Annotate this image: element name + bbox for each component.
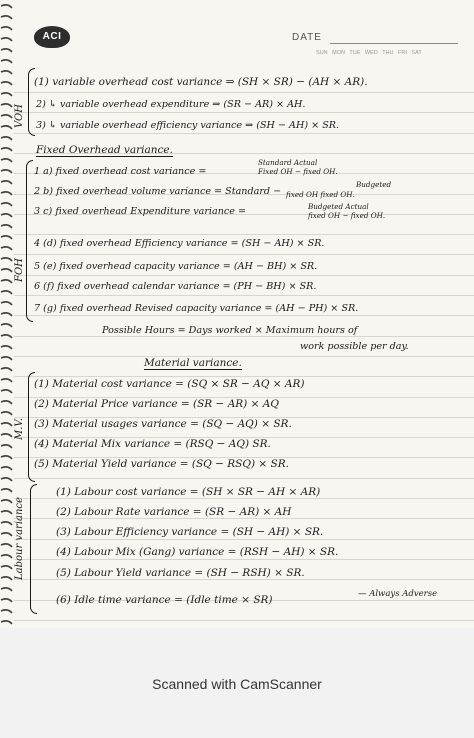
labour-label: Labour variance	[14, 497, 25, 580]
foh-line-4: 4 (d) fixed overhead Efficiency variance = (SH − AH) × SR.	[34, 238, 325, 249]
foh-brace	[26, 160, 33, 322]
ruled-line	[14, 315, 474, 316]
spiral-ring	[1, 368, 12, 371]
spiral-ring	[1, 269, 12, 272]
spiral-ring	[1, 247, 12, 250]
scanner-watermark: Scanned with CamScanner	[152, 676, 322, 692]
ruled-line	[14, 478, 474, 479]
spiral-ring	[1, 192, 12, 195]
voh-line-3: 3) ↳ variable overhead efficiency variance ⇒ (SH − AH) × SR.	[36, 120, 340, 131]
spiral-ring	[1, 71, 12, 74]
spiral-ring	[1, 434, 12, 437]
spiral-ring	[1, 291, 12, 294]
material-line-2: (2) Material Price variance = (SR − AR) × AQ	[34, 398, 279, 410]
spiral-ring	[1, 115, 12, 118]
scanner-footer	[0, 628, 474, 738]
spiral-ring	[1, 148, 12, 151]
mv-label: M.V.	[14, 417, 25, 440]
foh-line-3: 3 c) fixed overhead Expenditure variance =	[34, 206, 247, 217]
ruled-line	[14, 518, 474, 519]
ruled-line	[14, 295, 474, 296]
spiral-ring	[1, 379, 12, 382]
voh-label: VOH	[14, 104, 25, 128]
spiral-ring	[1, 60, 12, 63]
ruled-line	[14, 336, 474, 337]
spiral-ring	[1, 588, 12, 591]
labour-line-2: (2) Labour Rate variance = (SR − AR) × AH	[56, 506, 292, 518]
ruled-line	[14, 559, 474, 560]
labour-line-3: (3) Labour Efficiency variance = (SH − AH) × SR.	[56, 526, 324, 538]
labour-line-1: (1) Labour cost variance = (SH × SR − AH × AR)	[56, 486, 321, 498]
brand-logo: ACI	[34, 26, 70, 48]
weekday-row: SUN MON TUE WED THU FRI SAT	[316, 50, 422, 56]
spiral-ring	[1, 555, 12, 558]
spiral-ring	[1, 170, 12, 173]
ruled-line	[14, 498, 474, 499]
foh-line-1-bottom: Fixed OH − fixed OH.	[258, 167, 338, 176]
possible-hours-line-2: work possible per day.	[300, 341, 409, 352]
foh-title: Fixed Overhead variance.	[36, 144, 173, 156]
material-line-3: (3) Material usages variance = (SQ − AQ) × SR.	[34, 418, 292, 430]
ruled-line	[14, 254, 474, 255]
spiral-ring	[1, 93, 12, 96]
spiral-ring	[1, 577, 12, 580]
material-line-5: (5) Material Yield variance = (SQ − RSQ) × SR.	[34, 458, 289, 470]
foh-line-7: 7 (g) fixed overhead Revised capacity variance = (AH − PH) × SR.	[34, 303, 359, 314]
possible-hours-line-1: Possible Hours = Days worked × Maximum hours of	[102, 325, 358, 336]
spiral-ring	[1, 5, 12, 8]
foh-line-1-top: Standard Actual	[258, 158, 318, 167]
date-line	[330, 43, 458, 44]
voh-line-2: 2) ↳ variable overhead expenditure ⇒ (SR − AR) × AH.	[36, 99, 306, 110]
spiral-ring	[1, 280, 12, 283]
spiral-ring	[1, 82, 12, 85]
ruled-line	[14, 234, 474, 235]
spiral-ring	[1, 522, 12, 525]
spiral-ring	[1, 104, 12, 107]
spiral-ring	[1, 478, 12, 481]
foh-line-1: 1 a) fixed overhead cost variance =	[34, 166, 207, 177]
spiral-ring	[1, 456, 12, 459]
always-adverse-note: — Always Adverse	[358, 589, 438, 599]
spiral-ring	[1, 335, 12, 338]
spiral-ring	[1, 236, 12, 239]
foh-line-3-bottom: fixed OH − fixed OH.	[308, 211, 386, 220]
ruled-line	[14, 620, 474, 621]
ruled-line	[14, 356, 474, 357]
ruled-line	[14, 579, 474, 580]
spiral-ring	[1, 302, 12, 305]
foh-line-2: 2 b) fixed overhead volume variance = Standard −	[34, 186, 282, 197]
labour-brace	[30, 484, 37, 614]
spiral-ring	[1, 610, 12, 613]
spiral-ring	[1, 621, 12, 624]
ruled-line	[14, 539, 474, 540]
spiral-ring	[1, 445, 12, 448]
spiral-ring	[1, 49, 12, 52]
spiral-ring	[1, 599, 12, 602]
spiral-ring	[1, 423, 12, 426]
ruled-line	[14, 275, 474, 276]
spiral-ring	[1, 533, 12, 536]
labour-line-4: (4) Labour Mix (Gang) variance = (RSH − AH) × SR.	[56, 546, 339, 558]
labour-line-6: (6) Idle time variance = (Idle time × SR)	[56, 594, 273, 606]
voh-line-1: (1) variable overhead cost variance ⇒ (SH × SR) − (AH × AR).	[34, 76, 368, 88]
spiral-ring	[1, 38, 12, 41]
foh-line-2-bottom: fixed OH fixed OH.	[286, 190, 355, 199]
spiral-ring	[1, 390, 12, 393]
material-line-4: (4) Material Mix variance = (RSQ − AQ) SR.	[34, 438, 271, 450]
spiral-ring	[1, 346, 12, 349]
spiral-ring	[1, 324, 12, 327]
foh-line-6: 6 (f) fixed overhead calendar variance = (PH − BH) × SR.	[34, 281, 317, 292]
spiral-ring	[1, 511, 12, 514]
spiral-ring	[1, 203, 12, 206]
spiral-ring	[1, 258, 12, 261]
spiral-ring	[1, 412, 12, 415]
foh-line-3-top: Budgeted Actual	[308, 202, 369, 211]
spiral-ring	[1, 126, 12, 129]
material-title: Material variance.	[144, 357, 242, 369]
spiral-ring	[1, 401, 12, 404]
spiral-ring	[1, 225, 12, 228]
spiral-ring	[1, 566, 12, 569]
foh-line-2-top: Budgeted	[356, 180, 392, 189]
spiral-ring	[1, 357, 12, 360]
material-line-1: (1) Material cost variance = (SQ × SR − AQ × AR)	[34, 378, 305, 390]
foh-label: FOH	[14, 258, 25, 282]
spiral-ring	[1, 467, 12, 470]
spiral-ring	[1, 313, 12, 316]
spiral-ring	[1, 16, 12, 19]
ruled-line	[14, 376, 474, 377]
spiral-ring	[1, 137, 12, 140]
spiral-ring	[1, 544, 12, 547]
ruled-line	[14, 133, 474, 134]
spiral-ring	[1, 27, 12, 30]
spiral-ring	[1, 489, 12, 492]
spiral-ring	[1, 500, 12, 503]
spiral-binding	[0, 0, 14, 628]
spiral-ring	[1, 214, 12, 217]
spiral-ring	[1, 159, 12, 162]
labour-line-5: (5) Labour Yield variance = (SH − RSH) × SR.	[56, 567, 305, 579]
date-label: DATE	[292, 32, 322, 43]
ruled-line	[14, 92, 474, 93]
spiral-ring	[1, 181, 12, 184]
foh-line-5: 5 (e) fixed overhead capacity variance = (AH − BH) × SR.	[34, 261, 318, 272]
ruled-line	[14, 112, 474, 113]
